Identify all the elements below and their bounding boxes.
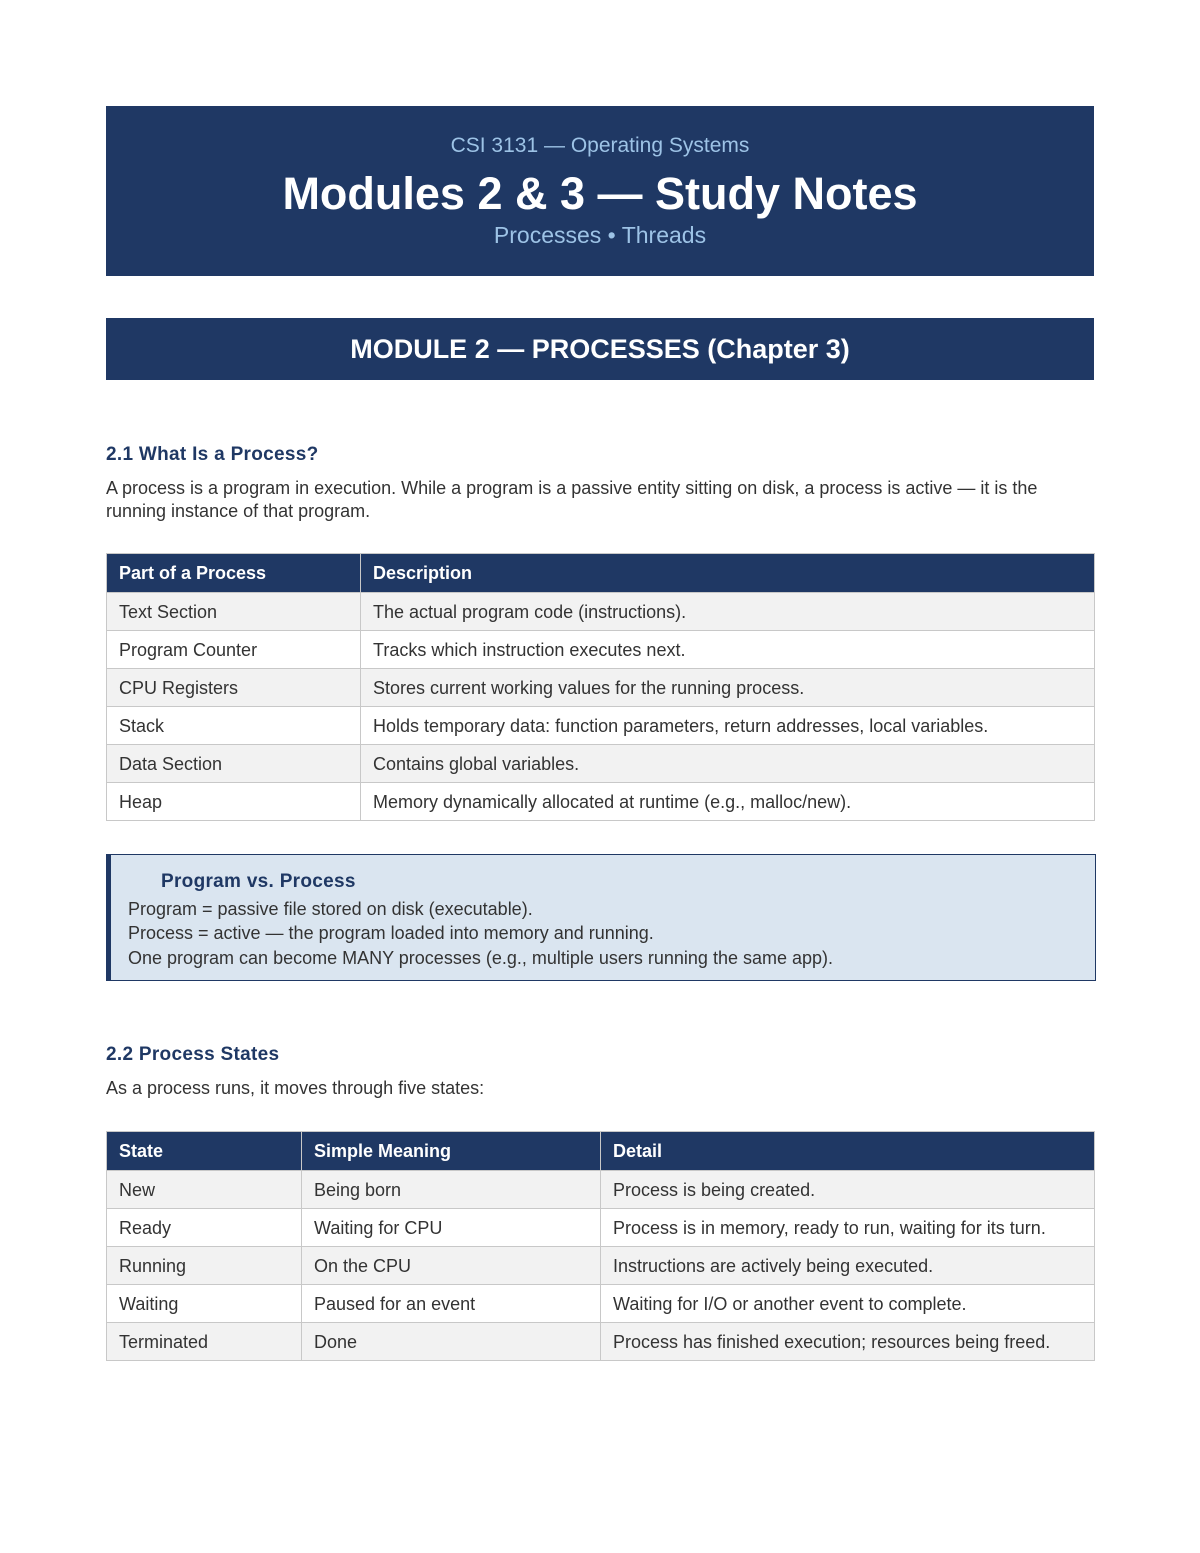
table-cell: The actual program code (instructions). bbox=[361, 593, 1095, 631]
table-cell: On the CPU bbox=[302, 1247, 601, 1285]
process-parts-table bbox=[106, 553, 1095, 821]
table-header-cell: Part of a Process bbox=[107, 554, 361, 593]
table-cell: Process is being created. bbox=[601, 1171, 1095, 1209]
process-states-table bbox=[106, 1131, 1095, 1361]
table-cell: Holds temporary data: function parameters, return addresses, local variables. bbox=[361, 707, 1095, 745]
table-row bbox=[107, 1323, 1095, 1361]
callout-line: One program can become MANY processes (e.g., multiple users running the same app). bbox=[128, 948, 834, 968]
table-cell: Stores current working values for the running process. bbox=[361, 669, 1095, 707]
section-2-1-body: A process is a program in execution. While a program is a passive entity sitting on disk, a process is active — it is the running instance of that program. bbox=[106, 478, 1038, 521]
table-header-cell: Detail bbox=[601, 1132, 1095, 1171]
table-row bbox=[107, 783, 1095, 821]
section-2-2-body: As a process runs, it moves through five states: bbox=[106, 1078, 485, 1098]
table-cell: Program Counter bbox=[107, 631, 361, 669]
table-cell: Waiting for CPU bbox=[302, 1209, 601, 1247]
table-header-cell: State bbox=[107, 1132, 302, 1171]
table-row bbox=[107, 669, 1095, 707]
table-row bbox=[107, 745, 1095, 783]
table-cell: Done bbox=[302, 1323, 601, 1361]
table-cell: Ready bbox=[107, 1209, 302, 1247]
table-cell: CPU Registers bbox=[107, 669, 361, 707]
table-cell: Waiting for I/O or another event to complete. bbox=[601, 1285, 1095, 1323]
table-cell: Terminated bbox=[107, 1323, 302, 1361]
table-row bbox=[107, 707, 1095, 745]
table-row bbox=[107, 1247, 1095, 1285]
module-heading: MODULE 2 — PROCESSES (Chapter 3) bbox=[106, 318, 1094, 380]
table-row bbox=[107, 631, 1095, 669]
table-cell: Running bbox=[107, 1247, 302, 1285]
table-cell: Waiting bbox=[107, 1285, 302, 1323]
table-header-cell: Description bbox=[361, 554, 1095, 593]
table-row bbox=[107, 593, 1095, 631]
table-cell: Contains global variables. bbox=[361, 745, 1095, 783]
callout-title: Program vs. Process bbox=[161, 871, 356, 892]
program-vs-process-callout bbox=[106, 854, 1096, 981]
table-cell: Tracks which instruction executes next. bbox=[361, 631, 1095, 669]
title-banner bbox=[106, 106, 1094, 276]
section-heading-2-2: 2.2 Process States bbox=[106, 1044, 280, 1065]
topics-subtitle: Processes • Threads bbox=[493, 222, 707, 248]
callout-line: Program = passive file stored on disk (executable). bbox=[128, 899, 533, 919]
table-cell: Paused for an event bbox=[302, 1285, 601, 1323]
table-row bbox=[107, 1171, 1095, 1209]
table-header-cell: Simple Meaning bbox=[302, 1132, 601, 1171]
table-cell: Memory dynamically allocated at runtime (e.g., malloc/new). bbox=[361, 783, 1095, 821]
table-cell: Text Section bbox=[107, 593, 361, 631]
table-cell: Process is in memory, ready to run, waiting for its turn. bbox=[601, 1209, 1095, 1247]
table-cell: Stack bbox=[107, 707, 361, 745]
table-row bbox=[107, 1209, 1095, 1247]
table-cell: Instructions are actively being executed. bbox=[601, 1247, 1095, 1285]
callout-line: Process = active — the program loaded into memory and running. bbox=[128, 923, 654, 943]
table-cell: Being born bbox=[302, 1171, 601, 1209]
table-cell: Heap bbox=[107, 783, 361, 821]
course-name: CSI 3131 — Operating Systems bbox=[450, 134, 750, 157]
document-title: Modules 2 & 3 — Study Notes bbox=[282, 168, 918, 219]
table-cell: Data Section bbox=[107, 745, 361, 783]
table-cell: Process has finished execution; resources being freed. bbox=[601, 1323, 1095, 1361]
table-cell: New bbox=[107, 1171, 302, 1209]
table-row bbox=[107, 1285, 1095, 1323]
section-heading-2-1: 2.1 What Is a Process? bbox=[106, 444, 319, 465]
